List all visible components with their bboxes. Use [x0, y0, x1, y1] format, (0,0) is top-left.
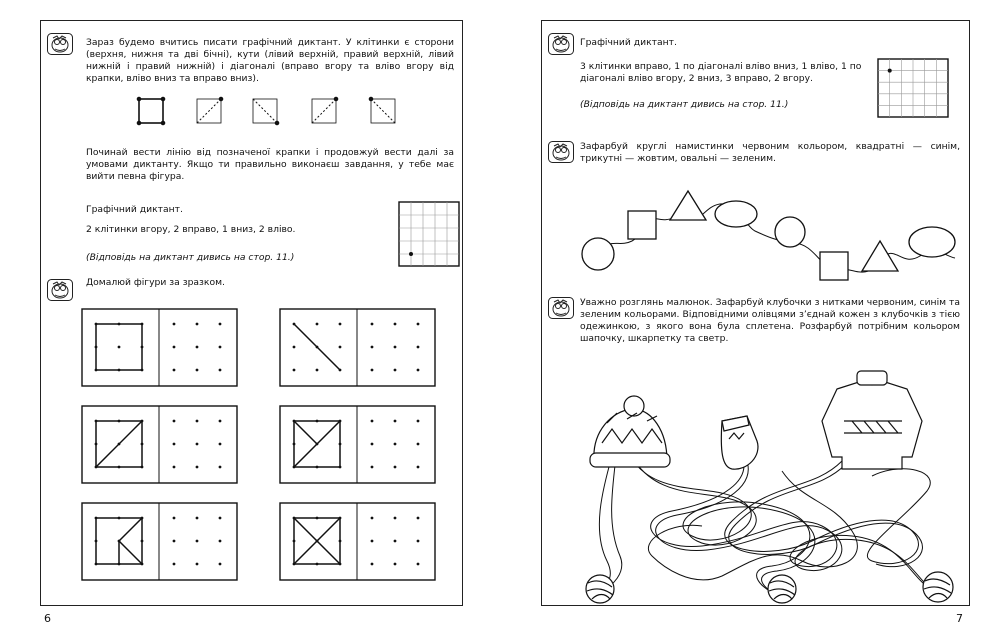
- dictation-grid: [398, 201, 460, 267]
- dictation-grid: [877, 58, 949, 118]
- task2-text: Домалюй фігури за зразком.: [86, 277, 225, 288]
- cell-sides-example: [137, 97, 165, 125]
- triangle-bead: [670, 191, 706, 220]
- owl-mascot-icon: [548, 297, 574, 319]
- dictation-title: Графічний диктант.: [580, 37, 677, 48]
- cell-examples: [137, 97, 397, 127]
- cell-diag-down-left: [312, 97, 338, 123]
- page-number-left: 6: [44, 612, 51, 625]
- cell-diag-down-right: [253, 99, 279, 125]
- dictation-steps: 3 клітинки вправо, 1 по діагоналі вліво вниз, 1 вліво, 1 по діагоналі вліво вгору, 2 вниз, 3 вправо, 2 вгору.: [580, 61, 862, 84]
- dictation-title: Графічний диктант.: [86, 204, 183, 215]
- yarn-maze-illustration: [572, 361, 962, 601]
- copy-figures-panels: [81, 308, 436, 580]
- round-bead: [582, 238, 614, 270]
- answer-note: (Відповідь на диктант дивись на стор. 11.): [580, 99, 789, 110]
- panel-diagonal: [280, 309, 435, 386]
- panel-square-triangle: [280, 406, 435, 483]
- bead-necklace: [580, 186, 965, 281]
- square-bead: [628, 211, 656, 239]
- dictation-steps: 2 клітинки вгору, 2 вправо, 1 вниз, 2 вліво.: [86, 224, 296, 235]
- panel-square-diagonal: [82, 406, 237, 483]
- yarn-ball-middle: [768, 575, 796, 603]
- right-page: [541, 20, 970, 606]
- owl-mascot-icon: [548, 33, 574, 55]
- cell-diag-up-right: [197, 97, 223, 123]
- owl-mascot-icon: [548, 141, 574, 163]
- task1-text: Зараз будемо вчитись писати графічний диктант. У клітинки є сторони (верхня, нижня та дві бічні), кути (лівий верхній, правий верхній, лівий нижній і правий нижній) і діагоналі (вправо вгору та вліво вгору від крапки, вліво вниз та вправо вниз).: [86, 37, 454, 84]
- knitted-mitten: [721, 416, 758, 469]
- panel-square: [82, 309, 237, 386]
- round-bead: [775, 217, 805, 247]
- task2-text: Зафарбуй круглі намистинки червоним кольором, квадратні — синім, трикутні — жовтим, овальні — зеленим.: [580, 141, 960, 164]
- task1-instruction: Починай вести лінію від позначеної крапки і продовжуй вести далі за умовами диктанту. Якщо ти правильно виконаєш завдання, у тебе має вийти певна фігура.: [86, 147, 454, 182]
- oval-bead: [909, 227, 955, 257]
- knitted-hat: [590, 396, 670, 467]
- panel-square-cross: [280, 503, 435, 580]
- cell-diag-up-left: [369, 97, 395, 123]
- owl-mascot-icon: [47, 33, 73, 55]
- panel-square-arrow: [82, 503, 237, 580]
- oval-bead: [715, 201, 757, 227]
- page-number-right: 7: [956, 612, 963, 625]
- answer-note: (Відповідь на диктант дивись на стор. 11.): [86, 252, 295, 263]
- yarn-ball-right: [923, 572, 953, 602]
- yarn-ball-left: [586, 575, 614, 603]
- triangle-bead: [862, 241, 898, 271]
- task3-text: Уважно розглянь малюнок. Зафарбуй клубочки з нитками червоним, синім та зеленим кольорами. Відповідними олівцями з’єднай кожен з клубочків з тією одежинкою, з якого вона була сплетена. Розфарбуй потрібним кольором шапочку, шкарпетку та светр.: [580, 297, 960, 344]
- tangled-yarn-threads: [594, 451, 936, 597]
- knitted-sweater: [822, 371, 922, 469]
- square-bead: [820, 252, 848, 280]
- left-page: [40, 20, 463, 606]
- owl-mascot-icon: [47, 279, 73, 301]
